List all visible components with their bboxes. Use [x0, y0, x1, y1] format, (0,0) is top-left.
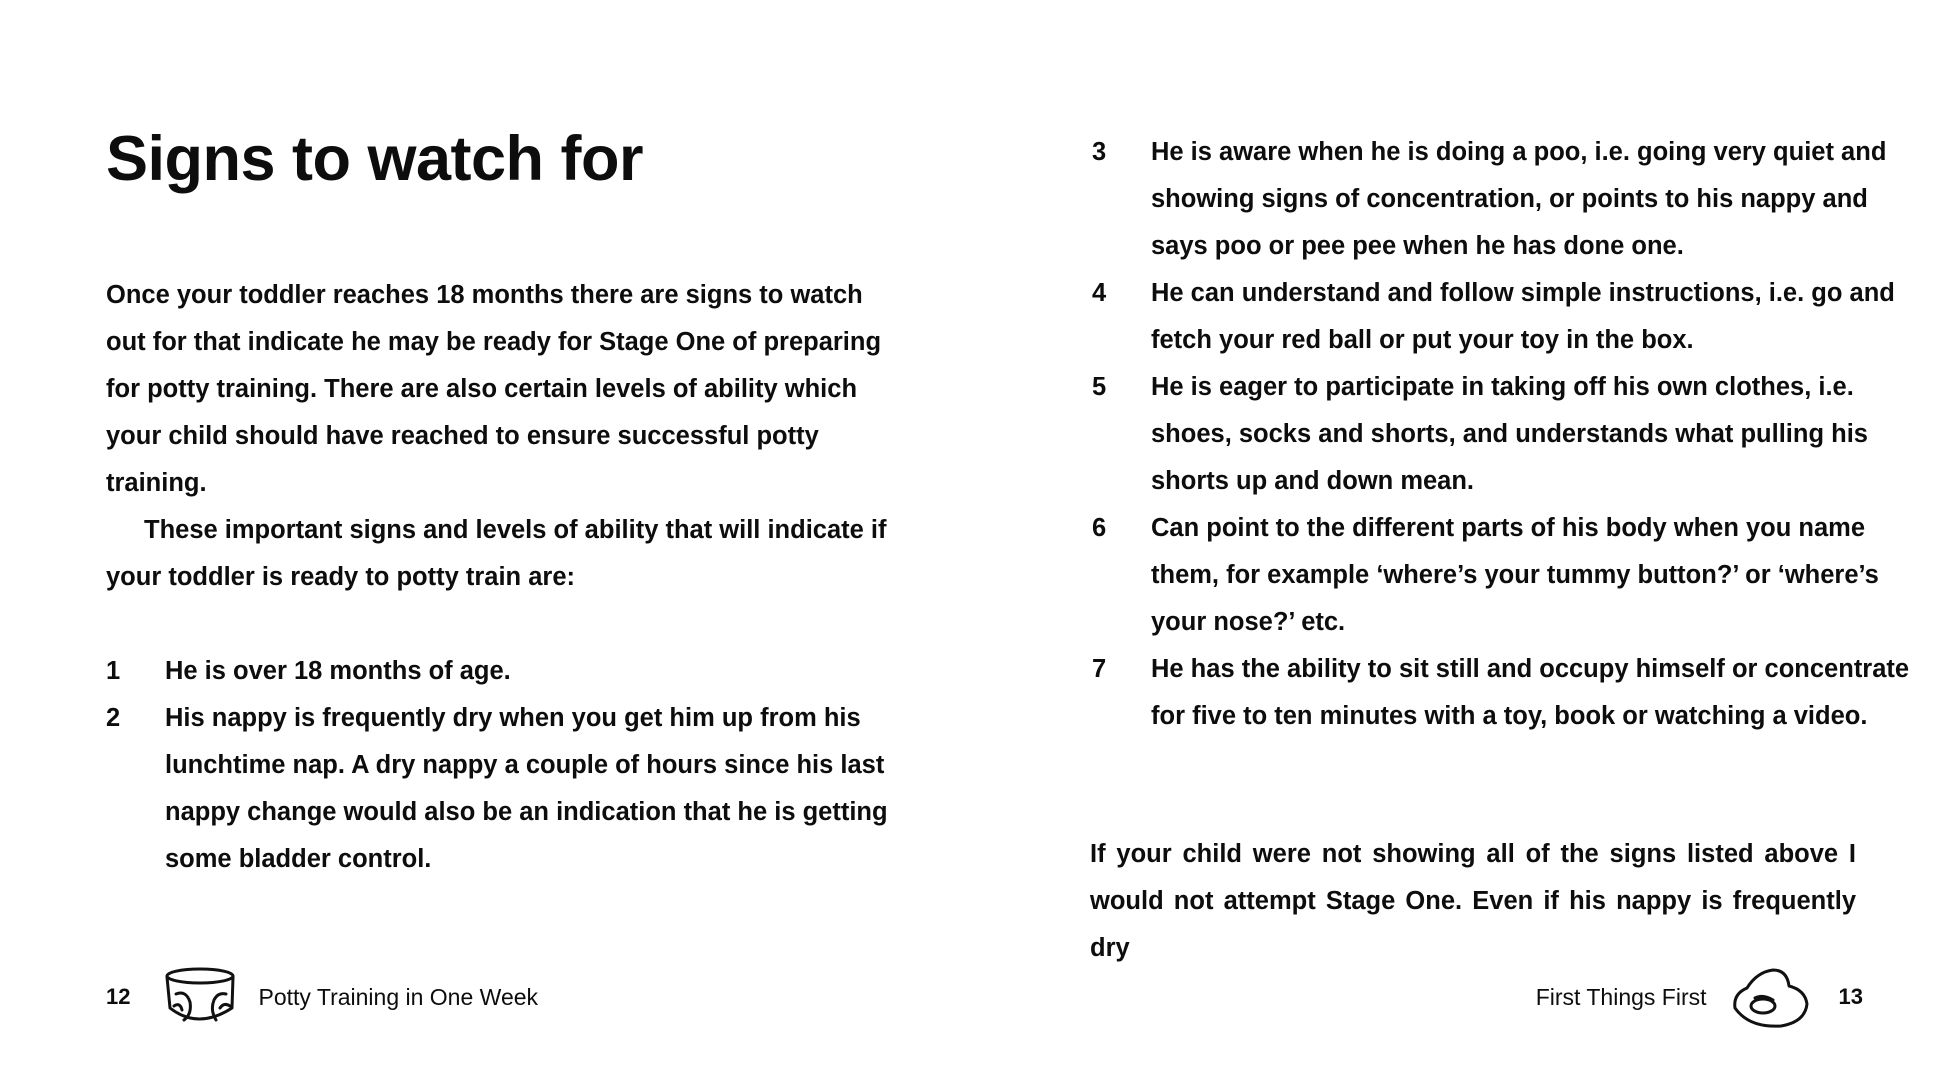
running-title: First Things First: [1535, 983, 1707, 1010]
signs-list-left: [106, 648, 896, 883]
potty-icon: [1729, 964, 1811, 1030]
list-item-number: 6: [1092, 514, 1107, 542]
list-item-number: 1: [106, 657, 121, 685]
intro-paragraph: These important signs and levels of ability that will indicate if your toddler is ready to potty train are:: [106, 516, 887, 591]
list-item-text: Can point to the different parts of his body when you name them, for example ‘where’s your tummy button?’ or ‘where’s your nose?’ etc.: [1151, 514, 1879, 636]
nappy-icon: [160, 964, 242, 1030]
list-item: [1092, 646, 1922, 740]
right-footer: [1536, 962, 1863, 1032]
left-footer: [106, 962, 538, 1032]
list-item-text: He is eager to participate in taking off his own clothes, i.e. shoes, socks and shorts, and understands what pulling his shorts up and down mean.: [1151, 373, 1868, 495]
list-item: [1092, 364, 1922, 505]
right-page: [976, 0, 1953, 1080]
list-item-text: His nappy is frequently dry when you get him up from his lunchtime nap. A dry nappy a couple of hours since his last nappy change would also be an indication that he is getting some bladder control.: [165, 704, 888, 873]
list-item-number: 5: [1092, 373, 1107, 401]
left-page: [0, 0, 976, 1080]
signs-list-right: [1092, 129, 1922, 740]
page-heading: Signs to watch for: [106, 124, 644, 194]
list-item-text: He is aware when he is doing a poo, i.e. going very quiet and showing signs of concentration, or points to his nappy and says poo or pee pee when he has done one.: [1151, 138, 1887, 260]
running-title: Potty Training in One Week: [258, 983, 539, 1010]
list-item-text: He has the ability to sit still and occupy himself or concentrate for five to ten minutes with a toy, book or watching a video.: [1151, 655, 1910, 730]
list-item-number: 7: [1092, 655, 1107, 683]
list-item: [1092, 505, 1922, 646]
list-item: [1092, 270, 1922, 364]
list-item-text: He can understand and follow simple instructions, i.e. go and fetch your red ball or put your toy in the box.: [1151, 279, 1895, 354]
page-number: 13: [1838, 984, 1863, 1009]
closing-paragraph: If your child were not showing all of the signs listed above I would not attempt Stage One. Even if his nappy is frequently dry: [1090, 840, 1856, 962]
intro-paragraph: Once your toddler reaches 18 months there are signs to watch out for that indicate he may be ready for Stage One of preparing for potty training. There are also certain levels of ability which your child should have reached to ensure successful potty training.: [106, 281, 882, 497]
page-number: 12: [106, 984, 131, 1009]
list-item-number: 4: [1092, 279, 1107, 307]
list-item-number: 3: [1092, 138, 1107, 166]
list-item: [1092, 129, 1922, 270]
list-item-text: He is over 18 months of age.: [165, 657, 511, 685]
intro-text: [106, 272, 906, 601]
list-item: [106, 648, 896, 695]
list-item: [106, 695, 896, 883]
list-item-number: 2: [106, 704, 121, 732]
